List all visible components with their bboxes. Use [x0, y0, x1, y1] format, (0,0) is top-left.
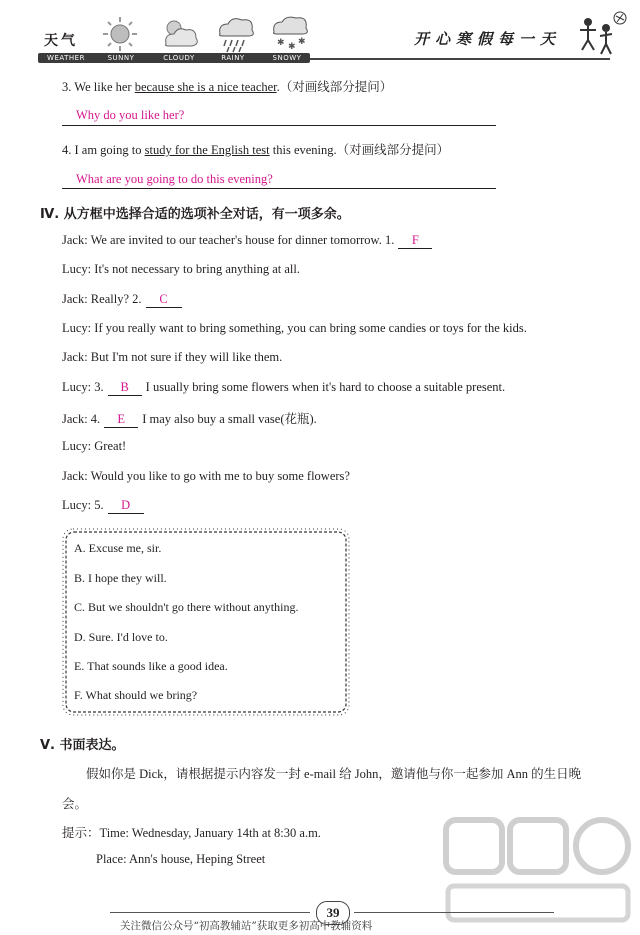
question-3-underlined: because she is a nice teacher — [134, 80, 277, 94]
cloudy-icon — [158, 14, 202, 54]
sunny-icon — [98, 14, 142, 54]
page-header — [0, 0, 640, 68]
option-c: C. But we shouldn't go there without anything. — [74, 600, 299, 614]
page-number: 39 — [316, 901, 350, 925]
header-slogan: 开心寒假每一天 — [414, 30, 562, 48]
dialogue-line-8: Lucy: Great! — [62, 439, 127, 453]
answer-line — [62, 188, 496, 189]
question-4 — [62, 140, 449, 158]
dialogue-line-5: Jack: But I'm not sure if they will like them. — [62, 350, 283, 364]
option-a: A. Excuse me, sir. — [74, 541, 162, 555]
writing-prompt-line-1: 假如你是 Dick，请根据提示内容发一封 e-mail 给 John，邀请他与你一起参加 Ann 的生日晚 — [86, 767, 582, 781]
dialogue-text: Jack: 4. — [62, 412, 101, 426]
section-5-heading: Ⅴ. 书面表达。 — [40, 738, 125, 753]
rainy-label: RAINY — [221, 54, 245, 62]
answer-line — [62, 125, 496, 126]
dialogue-line-4: Lucy: If you really want to bring something, you can bring some candies or toys for the kids. — [62, 321, 527, 335]
answer-blank-2: C — [146, 292, 182, 308]
weather-title: 天气 — [44, 33, 78, 49]
snowy-icon — [268, 14, 312, 54]
svg-text:✱: ✱ — [288, 42, 296, 52]
dialogue-text: I usually bring some flowers when it's hard to choose a suitable present. — [145, 380, 506, 394]
answer-blank-3: B — [108, 380, 142, 396]
options-box — [62, 528, 350, 716]
question-3-answer: Why do you like her? — [76, 108, 185, 122]
question-4-answer: What are you going to do this evening? — [76, 172, 273, 186]
dialogue-line-3 — [62, 292, 186, 308]
snowy-label: SNOWY — [272, 54, 302, 62]
writing-prompt-line-2: 会。 — [62, 797, 88, 811]
answer-blank-1: F — [398, 233, 432, 249]
dialogue-text: I may also buy a small vase(花瓶). — [142, 412, 317, 426]
header-rule — [310, 58, 610, 60]
dialogue-text: Jack: We are invited to our teacher's house for dinner tomorrow. 1. — [62, 233, 395, 247]
rainy-icon — [214, 14, 258, 54]
question-3 — [62, 77, 392, 95]
cloudy-label: CLOUDY — [163, 54, 195, 62]
writing-hint-place: Place: Ann's house, Heping Street — [96, 852, 266, 866]
question-4-prefix: 4. I am going to — [62, 143, 145, 157]
watermark-logo — [438, 812, 638, 932]
svg-text:✱: ✱ — [298, 37, 306, 47]
dialogue-line-1 — [62, 233, 436, 249]
dialogue-line-6 — [62, 380, 505, 396]
question-4-underlined: study for the English test — [144, 143, 270, 157]
sunny-label: SUNNY — [107, 54, 135, 62]
option-f: F. What should we bring? — [74, 688, 198, 702]
footer-rule-left — [110, 912, 310, 913]
answer-blank-4: E — [104, 412, 138, 428]
option-b: B. I hope they will. — [74, 571, 167, 585]
question-3-suffix: .（对画线部分提问） — [276, 80, 393, 94]
dialogue-line-9: Jack: Would you like to go with me to buy some flowers? — [62, 469, 350, 483]
footer-note: 关注微信公众号“初高教辅站”获取更多初高中教辅资料 — [120, 920, 373, 932]
footer-rule-right — [354, 912, 554, 913]
dialogue-line-7 — [62, 409, 317, 428]
dialogue-line-10 — [62, 498, 148, 514]
dialogue-text: Lucy: 5. — [62, 498, 104, 512]
question-3-prefix: 3. We like her — [62, 80, 135, 94]
option-d: D. Sure. I'd love to. — [74, 630, 168, 644]
option-e: E. That sounds like a good idea. — [74, 659, 228, 673]
dialogue-line-2: Lucy: It's not necessary to bring anything at all. — [62, 262, 300, 276]
svg-text:✱: ✱ — [277, 38, 285, 48]
answer-blank-5: D — [108, 498, 144, 514]
kids-playing-icon — [570, 8, 630, 58]
question-4-suffix: this evening.（对画线部分提问） — [269, 143, 450, 157]
section-4-heading: Ⅳ. 从方框中选择合适的选项补全对话，有一项多余。 — [40, 207, 350, 222]
writing-hint-time: 提示：Time: Wednesday, January 14th at 8:30 a.m. — [62, 826, 321, 840]
dialogue-text: Lucy: 3. — [62, 380, 104, 394]
weather-label: WEATHER — [47, 54, 85, 62]
dialogue-text: Jack: Really? 2. — [62, 292, 142, 306]
